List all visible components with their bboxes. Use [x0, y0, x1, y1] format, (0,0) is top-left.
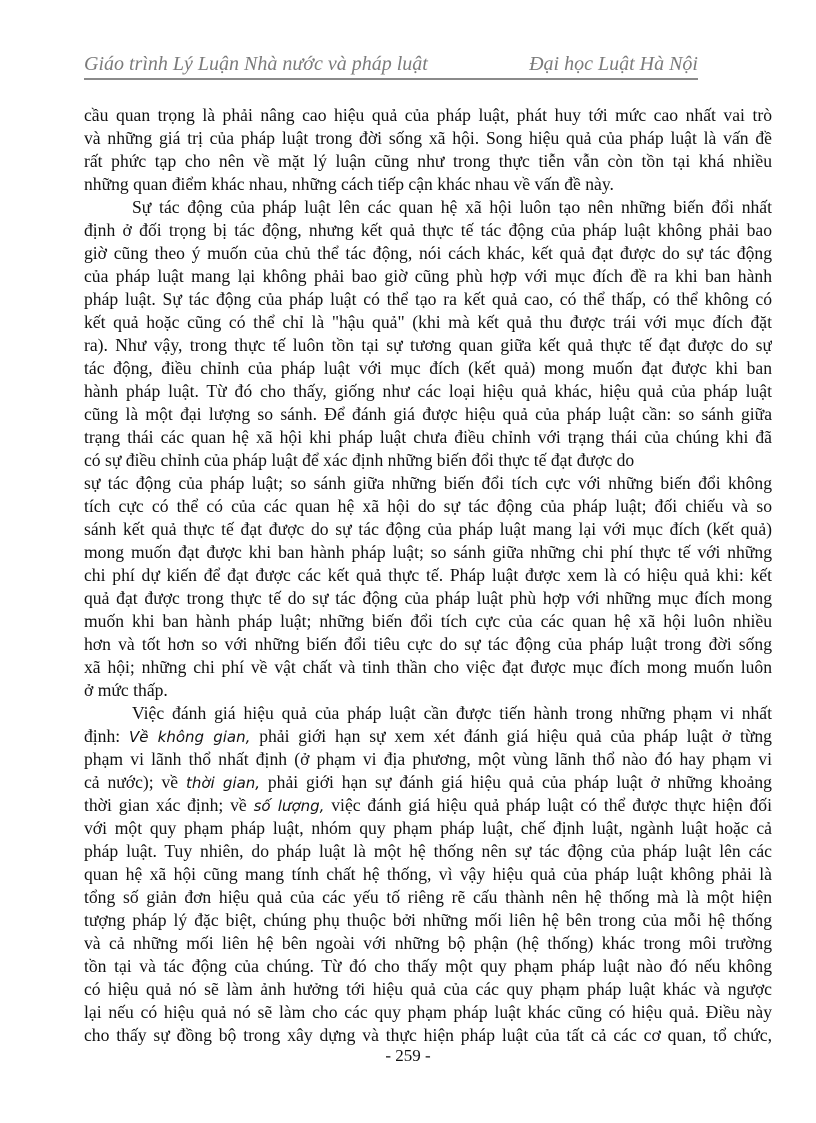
page-number: - 259 - [385, 1046, 431, 1065]
text-line: pháp luật. Tuy nhiên, do pháp luật là một hệ thống nên sự tác động của pháp luật lên các [84, 841, 772, 861]
text-line: tồn tại và tác động của chúng. Từ đó cho thấy một quy phạm pháp luật nào đó nếu không [84, 956, 772, 976]
text-line: cầu quan trọng là phải nâng cao hiệu quả của pháp luật, phát huy tới mức cao nhất vai trò [84, 105, 772, 125]
text-line: lại nếu có hiệu quả nó sẽ làm cho các quy phạm pháp luật khác cũng có hiệu quả. Điều này [84, 1002, 772, 1022]
text-line: ra). Như vậy, trong thực tế luôn tồn tại sự tương quan giữa kết quả thực tế đạt được do sự [84, 335, 772, 355]
header-institution: Đại học Luật Hà Nội [529, 53, 698, 75]
text-line [84, 771, 772, 794]
text-run: việc đánh giá hiệu quả pháp luật có thể được thực hiện đối [324, 795, 772, 815]
text-line: có hiệu quả nó sẽ làm ảnh hưởng tới hiệu quả của các quy phạm pháp luật khác và ngược [84, 979, 772, 999]
text-line: pháp luật. Sự tác động của pháp luật có thể tạo ra kết quả cao, có thể thấp, có thể không có [84, 289, 772, 309]
text-line: trạng thái các quan hệ xã hội khi pháp luật chưa điều chỉnh với trạng thái của chúng khi đã [84, 427, 772, 447]
emphasis-term: thời gian, [185, 774, 261, 792]
body-text [84, 104, 772, 1047]
text-line: tích cực có thể có của các quan hệ xã hội do sự tác động của pháp luật; đối chiếu và so [84, 496, 772, 516]
text-line [84, 725, 772, 748]
text-line [84, 794, 772, 817]
paragraph-first-line: Việc đánh giá hiệu quả của pháp luật cần được tiến hành trong những phạm vi nhất [132, 703, 772, 723]
text-line: hành pháp luật. Từ đó cho thấy, giống như các loại hiệu quả khác, hiệu quả của pháp luật [84, 381, 772, 401]
emphasis-term: Về không gian, [128, 728, 251, 746]
text-line: của pháp luật mang lại không phải bao giờ cũng phù hợp với mục đích đề ra khi ban hành [84, 266, 772, 286]
text-run: cả nước); về [84, 772, 186, 792]
text-line: mong muốn đạt được khi ban hành pháp luật; so sánh giữa những chi phí thực tế với những [84, 542, 772, 562]
text-line: phạm vi lãnh thổ nhất định (ở phạm vi địa phương, một vùng lãnh thổ nào đó hay phạm vi [84, 749, 772, 769]
text-run: định: [84, 726, 129, 746]
text-line: kết quả hoặc cũng có thể chỉ là "hậu quả" (khi mà kết quả thu được trái với mục đích đặt [84, 312, 772, 332]
text-line: tượng pháp lý đặc biệt, chúng phụ thuộc bởi những mối liên hệ bên trong của mỗi hệ thống [84, 910, 772, 930]
text-line: xã hội; những chi phí về vật chất và tinh thần cho việc đạt được mục đích mong muốn luôn [84, 657, 772, 677]
text-line: và cả những mối liên hệ bên ngoài với những bộ phận (hệ thống) khác trong môi trường [84, 933, 772, 953]
text-line: cũng là một đại lượng so sánh. Để đánh giá được hiệu quả của pháp luật cần: so sánh giữa [84, 404, 772, 424]
text-run: phải giới hạn sự xem xét đánh giá hiệu quả của pháp luật ở từng [250, 726, 772, 746]
emphasis-term: số lượng, [253, 797, 325, 815]
text-line: ở mức thấp. [84, 680, 168, 700]
text-run: thời gian xác định; về [84, 795, 254, 815]
text-line: rất phức tạp cho nên về mặt lý luận cũng như trong thực tiễn vẫn còn tồn tại khá nhiều [84, 151, 772, 171]
text-line: hơn và tốt hơn so với những biến đổi tiêu cực do sự tác động của pháp luật trong đời sống [84, 634, 772, 654]
text-line: sự tác động của pháp luật; so sánh giữa những biến đổi tích cực với những biến đổi không [84, 473, 772, 493]
text-line: định ở đối trọng bị tác động, nhưng kết quả thực tế tác động của pháp luật không phải bao [84, 220, 772, 240]
text-line: chi phí dự kiến để đạt được các kết quả thực tế. Pháp luật được xem là có hiệu quả khi: kết [84, 565, 772, 585]
running-header [84, 52, 698, 80]
text-line: muốn khi ban hành pháp luật; những biến đổi tích cực của các quan hệ xã hội luôn nhiều [84, 611, 772, 631]
text-line: những quan điểm khác nhau, những cách tiếp cận khác nhau về vấn đề này. [84, 174, 614, 194]
text-line: giờ cũng theo ý muốn của chủ thể tác động, nói cách khác, kết quả đạt được do sự tác động [84, 243, 772, 263]
text-line: tổng số giản đơn hiệu quả của các yếu tố riêng rẽ cấu thành nên hệ thống mà là một hiện [84, 887, 772, 907]
text-line: với một quy phạm pháp luật, nhóm quy phạm pháp luật, chế định luật, ngành luật hoặc cả [84, 818, 772, 838]
text-run: phải giới hạn sự đánh giá hiệu quả của pháp luật ở những khoảng [260, 772, 772, 792]
text-line: tác động, điều chỉnh của pháp luật với mục đích (kết quả) mong muốn đạt được khi ban [84, 358, 772, 378]
text-line: quan hệ xã hội cũng mang tính chất hệ thống, vì vậy hiệu quả của pháp luật không phải là [84, 864, 772, 884]
text-line: cho thấy sự đồng bộ trong xây dựng và thực hiện pháp luật của tất cả các cơ quan, tổ chức, [84, 1025, 772, 1045]
text-line: sánh kết quả thực tế đạt được do sự tác động của pháp luật mang lại với mục đích (kết quả) [84, 519, 772, 539]
header-book-title: Giáo trình Lý Luận Nhà nước và pháp luật [84, 53, 428, 75]
text-line: quả đạt được trong thực tế do sự tác động của pháp luật phù hợp với những mục đích mong [84, 588, 772, 608]
text-line: có sự điều chỉnh của pháp luật để xác định những biến đổi thực tế đạt được do [84, 450, 635, 470]
paragraph-first-line: Sự tác động của pháp luật lên các quan hệ xã hội luôn tạo nên những biến đổi nhất [132, 197, 772, 217]
text-line: và những giá trị của pháp luật trong đời sống xã hội. Song hiệu quả của pháp luật là vấn đề [84, 128, 772, 148]
